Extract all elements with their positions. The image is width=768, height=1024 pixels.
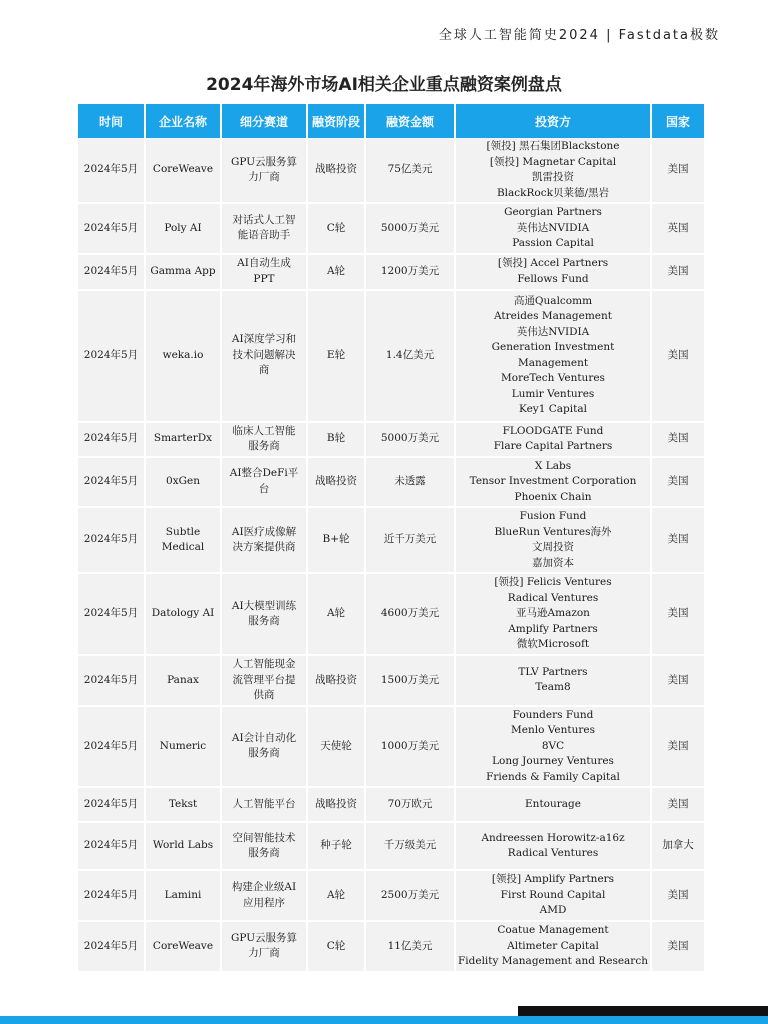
cell-track <box>221 290 307 422</box>
table-row <box>78 138 704 203</box>
table-row <box>78 921 704 972</box>
cell-stage: 战略投资 <box>307 787 365 822</box>
cell-investors-line: AMD <box>539 904 567 917</box>
cell-investors-line: [领投] Felicis Ventures <box>494 576 612 589</box>
cell-track <box>221 507 307 573</box>
cell-company-line: weka.io <box>162 348 204 361</box>
cell-amount: 未透露 <box>365 457 455 508</box>
cell-company-line: CoreWeave <box>152 163 214 176</box>
cell-time: 2024年5月 <box>78 573 145 655</box>
cell-track-line: AI大模型训练 <box>231 599 297 612</box>
cell-time: 2024年5月 <box>78 422 145 457</box>
cell-investors-line: First Round Capital <box>500 888 606 901</box>
column-header-stage: 融资阶段 <box>307 104 365 138</box>
cell-investors <box>455 573 651 655</box>
column-header-time: 时间 <box>78 104 145 138</box>
cell-amount: 1500万美元 <box>365 655 455 706</box>
cell-investors <box>455 921 651 972</box>
table-row <box>78 870 704 921</box>
cell-amount: 1.4亿美元 <box>365 290 455 422</box>
cell-track-line: PPT <box>253 272 275 285</box>
cell-track-line: AI自动生成 <box>237 257 291 269</box>
cell-company-line: Gamma App <box>150 264 216 277</box>
table-row <box>78 706 704 788</box>
cell-track <box>221 203 307 254</box>
cell-company-line: 0xGen <box>166 475 200 487</box>
cell-country: 美国 <box>651 138 704 203</box>
cell-investors-line: 微软Microsoft <box>516 638 590 651</box>
footer-dark-bar <box>518 1006 768 1016</box>
cell-investors <box>455 870 651 921</box>
cell-amount: 75亿美元 <box>365 138 455 203</box>
cell-stage: 种子轮 <box>307 822 365 870</box>
cell-time: 2024年5月 <box>78 290 145 422</box>
cell-investors-line: 亚马逊Amazon <box>516 607 590 620</box>
cell-stage: C轮 <box>307 921 365 972</box>
cell-country: 加拿大 <box>651 822 704 870</box>
cell-country: 美国 <box>651 870 704 921</box>
cell-track-line: 空间智能技术 <box>232 831 296 844</box>
cell-time: 2024年5月 <box>78 457 145 508</box>
cell-investors-line: Atreides Management <box>494 310 612 322</box>
cell-investors-line: Fellows Fund <box>517 272 589 285</box>
cell-track <box>221 254 307 290</box>
cell-track-line: 人工智能现金 <box>232 658 296 670</box>
cell-company <box>145 706 221 788</box>
cell-company <box>145 290 221 422</box>
cell-company-line: SmarterDx <box>153 432 213 445</box>
cell-investors-line: Tensor Investment Corporation <box>469 475 637 487</box>
table-header-row <box>78 104 704 138</box>
cell-investors <box>455 422 651 457</box>
cell-country: 美国 <box>651 655 704 706</box>
cell-track-line: 力厂商 <box>248 947 280 960</box>
cell-track-line: 服务商 <box>248 440 280 452</box>
table-body <box>78 138 704 972</box>
cell-investors-line: BlackRock贝莱德/黑岩 <box>496 186 610 199</box>
cell-country: 美国 <box>651 921 704 972</box>
cell-time: 2024年5月 <box>78 138 145 203</box>
cell-company-line: Datology AI <box>151 607 215 620</box>
cell-company <box>145 254 221 290</box>
cell-investors <box>455 787 651 822</box>
cell-track <box>221 921 307 972</box>
cell-investors <box>455 254 651 290</box>
cell-investors-line: X Labs <box>534 459 572 472</box>
header-source-text: 全球人工智能简史2024 | Fastdata极数 <box>438 28 720 43</box>
column-header-country: 国家 <box>651 104 704 138</box>
cell-amount: 1200万美元 <box>365 254 455 290</box>
cell-stage: B轮 <box>307 422 365 457</box>
cell-track-line: 对话式人工智 <box>232 213 296 226</box>
cell-track <box>221 655 307 706</box>
cell-track-line: 应用程序 <box>243 896 285 909</box>
cell-investors-line: Altimeter Capital <box>507 939 599 952</box>
cell-track-line: 服务商 <box>248 747 280 760</box>
column-header-track: 细分赛道 <box>221 104 307 138</box>
cell-country: 美国 <box>651 254 704 290</box>
cell-track-line: 商 <box>258 364 270 377</box>
cell-track <box>221 870 307 921</box>
cell-stage: E轮 <box>307 290 365 422</box>
cell-investors-line: Key1 Capital <box>519 403 587 415</box>
cell-investors-line: Radical Ventures <box>507 591 599 604</box>
cell-investors-line: [领投] Accel Partners <box>497 257 609 269</box>
cell-investors-line: [领投] Magnetar Capital <box>489 155 617 168</box>
table-row <box>78 573 704 655</box>
cell-investors-line: Team8 <box>535 681 571 694</box>
cell-investors-line: Flare Capital Partners <box>493 440 613 452</box>
cell-investors-line: Lumir Ventures <box>511 387 595 400</box>
table-row <box>78 822 704 870</box>
cell-investors-line: Fidelity Management and Research <box>458 955 648 967</box>
column-header-company: 企业名称 <box>145 104 221 138</box>
cell-investors <box>455 457 651 508</box>
cell-company-line: Numeric <box>159 739 207 752</box>
cell-country: 美国 <box>651 507 704 573</box>
cell-track-line: AI深度学习和 <box>231 333 297 346</box>
cell-country: 英国 <box>651 203 704 254</box>
cell-investors-line: 文周投资 <box>532 541 574 553</box>
cell-track-line: 人工智能平台 <box>232 797 296 810</box>
cell-investors-line: Menlo Ventures <box>511 724 595 736</box>
cell-track-line: 决方案提供商 <box>232 541 296 553</box>
table-row <box>78 203 704 254</box>
cell-stage: 战略投资 <box>307 655 365 706</box>
cell-time: 2024年5月 <box>78 870 145 921</box>
cell-track <box>221 573 307 655</box>
column-header-investors: 投资方 <box>455 104 651 138</box>
cell-investors-line: Management <box>517 356 589 369</box>
cell-company-line: Panax <box>167 673 199 686</box>
cell-company <box>145 457 221 508</box>
cell-track <box>221 706 307 788</box>
cell-investors-line: 英伟达NVIDIA <box>516 221 590 234</box>
cell-track-line: 临床人工智能 <box>232 424 296 437</box>
financing-table <box>78 104 704 973</box>
cell-stage: A轮 <box>307 573 365 655</box>
cell-stage: B+轮 <box>307 507 365 573</box>
cell-track-line: GPU云服务算 <box>230 931 298 944</box>
cell-company <box>145 870 221 921</box>
cell-investors-line: Founders Fund <box>512 708 594 721</box>
cell-track-line: 技术问题解决 <box>232 348 296 361</box>
cell-country: 美国 <box>651 422 704 457</box>
cell-amount: 千万级美元 <box>365 822 455 870</box>
cell-investors-line: [领投] Amplify Partners <box>491 873 615 886</box>
cell-investors-line: Entourage <box>525 797 581 810</box>
table-row <box>78 457 704 508</box>
cell-investors-line: BlueRun Ventures海外 <box>494 525 612 538</box>
cell-track-line: 服务商 <box>248 615 280 627</box>
cell-track-line: 供商 <box>253 689 275 701</box>
table-row <box>78 655 704 706</box>
cell-investors-line: Generation Investment <box>491 341 615 353</box>
cell-investors-line: 嘉加资本 <box>532 556 574 569</box>
cell-track <box>221 138 307 203</box>
cell-company-line: Tekst <box>168 797 198 810</box>
table-row <box>78 507 704 573</box>
footer-blue-bar <box>0 1016 768 1024</box>
cell-investors-line: Fusion Fund <box>519 510 587 522</box>
cell-track-line: 流管理平台提 <box>232 673 296 686</box>
cell-track-line: 构建企业级AI <box>231 881 297 893</box>
cell-investors-line: FLOODGATE Fund <box>502 424 604 437</box>
cell-investors-line: MoreTech Ventures <box>501 372 605 384</box>
cell-time: 2024年5月 <box>78 655 145 706</box>
cell-company-line: CoreWeave <box>152 939 214 952</box>
cell-company-line: Medical <box>161 541 205 553</box>
table-row <box>78 290 704 422</box>
cell-amount: 70万欧元 <box>365 787 455 822</box>
cell-company <box>145 203 221 254</box>
cell-track <box>221 822 307 870</box>
cell-time: 2024年5月 <box>78 203 145 254</box>
cell-track-line: AI会计自动化 <box>231 731 297 744</box>
cell-stage: A轮 <box>307 870 365 921</box>
cell-track-line: 台 <box>258 482 270 495</box>
table-row <box>78 254 704 290</box>
cell-amount: 1000万美元 <box>365 706 455 788</box>
cell-company-line: Lamini <box>164 888 202 901</box>
cell-investors <box>455 822 651 870</box>
cell-country: 美国 <box>651 706 704 788</box>
cell-company <box>145 921 221 972</box>
cell-investors <box>455 655 651 706</box>
cell-time: 2024年5月 <box>78 507 145 573</box>
cell-investors <box>455 507 651 573</box>
cell-investors-line: TLV Partners <box>518 665 588 678</box>
cell-time: 2024年5月 <box>78 921 145 972</box>
column-header-amount: 融资金额 <box>365 104 455 138</box>
cell-company-line: World Labs <box>152 839 214 852</box>
cell-track-line: AI整合DeFi平 <box>229 467 299 480</box>
page-title: 2024年海外市场AI相关企业重点融资案例盘点 <box>206 75 562 95</box>
cell-company <box>145 422 221 457</box>
cell-track-line: 服务商 <box>248 847 280 859</box>
cell-time: 2024年5月 <box>78 787 145 822</box>
cell-company <box>145 822 221 870</box>
cell-investors <box>455 706 651 788</box>
cell-investors-line: 英伟达NVIDIA <box>516 325 590 338</box>
cell-track-line: 力厂商 <box>248 171 280 183</box>
cell-investors-line: Georgian Partners <box>504 206 602 218</box>
cell-company-line: Subtle <box>165 525 201 538</box>
table-row <box>78 787 704 822</box>
cell-investors-line: Friends & Family Capital <box>486 770 620 783</box>
cell-stage: C轮 <box>307 203 365 254</box>
cell-stage: A轮 <box>307 254 365 290</box>
cell-investors-line: Passion Capital <box>512 237 594 249</box>
cell-track <box>221 457 307 508</box>
cell-country: 美国 <box>651 290 704 422</box>
cell-track <box>221 422 307 457</box>
cell-company <box>145 507 221 573</box>
cell-company <box>145 787 221 822</box>
cell-amount: 11亿美元 <box>365 921 455 972</box>
cell-investors <box>455 290 651 422</box>
cell-amount: 5000万美元 <box>365 203 455 254</box>
cell-investors <box>455 138 651 203</box>
cell-stage: 天使轮 <box>307 706 365 788</box>
cell-investors-line: Coatue Management <box>497 924 609 936</box>
cell-country: 美国 <box>651 787 704 822</box>
cell-investors-line: Andreessen Horowitz-a16z <box>481 831 625 844</box>
cell-amount: 近千万美元 <box>365 507 455 573</box>
cell-country: 美国 <box>651 457 704 508</box>
cell-company <box>145 138 221 203</box>
cell-investors-line: Amplify Partners <box>508 622 598 635</box>
cell-investors-line: 凯雷投资 <box>532 171 574 183</box>
cell-track-line: 能语音助手 <box>237 229 291 242</box>
table-row <box>78 422 704 457</box>
cell-track <box>221 787 307 822</box>
cell-investors-line: [领投] 黑石集团Blackstone <box>486 140 620 152</box>
cell-investors-line: 高通Qualcomm <box>513 294 593 307</box>
financing-table-container <box>78 104 704 973</box>
cell-investors-line: Radical Ventures <box>507 847 599 859</box>
cell-company <box>145 655 221 706</box>
cell-country: 美国 <box>651 573 704 655</box>
cell-company-line: Poly AI <box>164 221 202 234</box>
cell-track-line: GPU云服务算 <box>230 155 298 168</box>
cell-investors-line: 8VC <box>541 739 565 752</box>
cell-track-line: AI医疗成像解 <box>231 525 297 538</box>
cell-time: 2024年5月 <box>78 706 145 788</box>
cell-investors <box>455 203 651 254</box>
cell-stage: 战略投资 <box>307 138 365 203</box>
cell-time: 2024年5月 <box>78 822 145 870</box>
cell-investors-line: Long Journey Ventures <box>492 755 614 767</box>
cell-time: 2024年5月 <box>78 254 145 290</box>
cell-amount: 2500万美元 <box>365 870 455 921</box>
cell-company <box>145 573 221 655</box>
cell-investors-line: Phoenix Chain <box>514 490 592 503</box>
cell-amount: 4600万美元 <box>365 573 455 655</box>
cell-stage: 战略投资 <box>307 457 365 508</box>
cell-amount: 5000万美元 <box>365 422 455 457</box>
